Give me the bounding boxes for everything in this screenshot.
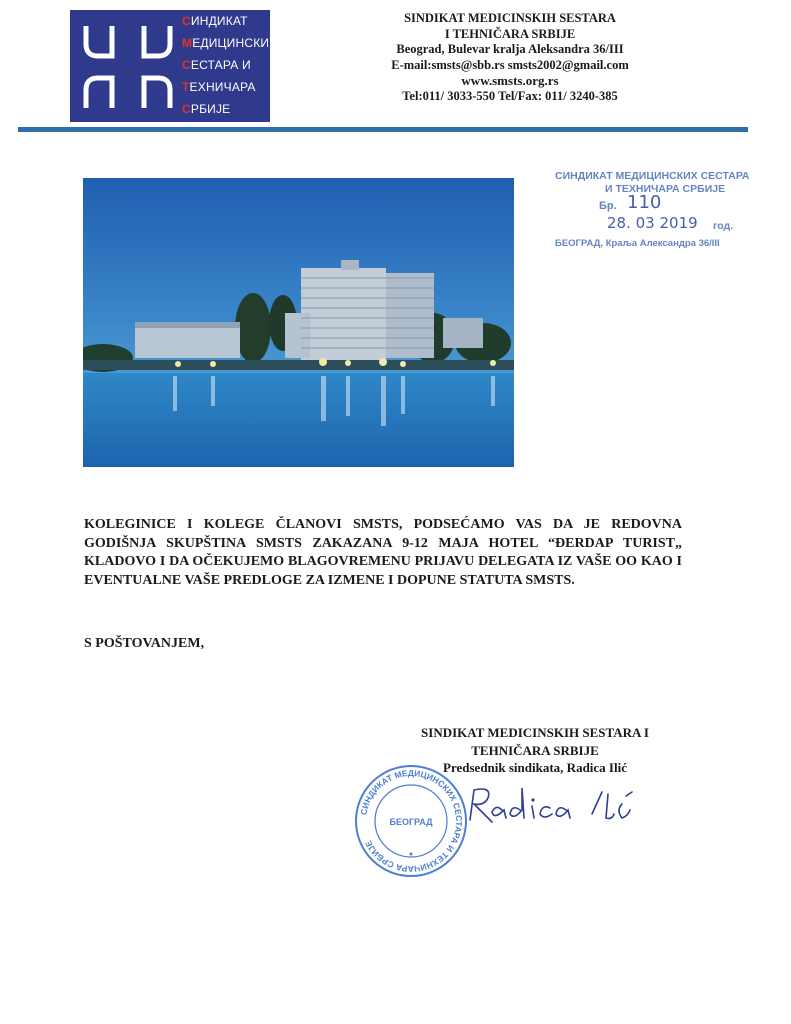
hotel-photo: [83, 178, 514, 467]
round-seal: [352, 762, 470, 880]
org-phones: Tel:011/ 3033-550 Tel/Fax: 011/ 3240-385: [402, 88, 618, 103]
seal-ring-text: СИНДИКАТ МЕДИЦИНСКИХ СЕСТАРА И ТЕХНИЧАРА СРБИЈЕ: [358, 767, 465, 875]
registry-stamp-org-line1: СИНДИКАТ МЕДИЦИНСКИХ СЕСТАРА: [555, 170, 750, 182]
registry-number: 110: [627, 192, 662, 213]
signature-org-line2: TEHNIČARA SRBIJE: [471, 742, 599, 758]
org-website[interactable]: www.smsts.org.rs: [461, 73, 559, 88]
org-address: Beograd, Bulevar kralja Aleksandra 36/III: [396, 42, 624, 56]
letterhead: [355, 11, 665, 104]
logo-line-4: ТЕХНИЧАРА: [182, 80, 256, 94]
registry-stamp-org-line2: И ТЕХНИЧАРА СРБИЈЕ: [605, 183, 726, 195]
registry-place: БЕОГРАД, Краља Александра 36/III: [555, 238, 720, 249]
announcement-paragraph: KOLEGINICE I KOLEGE ČLANOVI SMSTS, PODSEĆAMO VAS DA JE REDOVNA GODIŠNJA SKUPŠTINA SMSTS ZAKAZANA 9-12 MAJA HOTEL “ĐERDAP TURIST„ KLADOVO I DA OČEKUJEMO BLAGOVREMENU PRIJAVU DELEGATA IZ VAŠE OO KAO I EVENTUALNE VAŠE PREDLOGE ZA IZMENE I DOPUNE STATUTA SMSTS.: [84, 517, 682, 588]
org-email: E-mail:smsts@sbb.rs smsts2002@gmail.com: [391, 57, 629, 72]
logo-line-2: МЕДИЦИНСКИХ: [182, 36, 278, 50]
greeting: S POŠTOVANJEM,: [84, 636, 205, 651]
registry-year-suffix: год.: [713, 220, 734, 232]
registry-number-label: Бр.: [599, 200, 617, 212]
logo-line-1: СИНДИКАТ: [182, 14, 248, 28]
org-name-line2: I TEHNIČARA SRBIJE: [444, 26, 576, 41]
registry-stamp: [555, 168, 750, 258]
handwritten-signature: [462, 780, 642, 830]
union-logo: [70, 10, 278, 122]
seal-center-text: БЕОГРАД: [389, 817, 433, 827]
logo-line-5: СРБИЈЕ: [182, 102, 231, 116]
header-divider: [18, 127, 748, 132]
signature-president: Predsednik sindikata, Radica Ilić: [443, 760, 627, 775]
signature-org-line1: SINDIKAT MEDICINSKIH SESTARA I: [421, 725, 649, 740]
org-name-line1: SINDIKAT MEDICINSKIH SESTARA: [404, 11, 616, 25]
registry-date: 28. 03 2019: [607, 214, 698, 232]
logo-line-3: СЕСТАРА И: [182, 58, 251, 72]
cross-emblem-icon: [74, 16, 182, 116]
